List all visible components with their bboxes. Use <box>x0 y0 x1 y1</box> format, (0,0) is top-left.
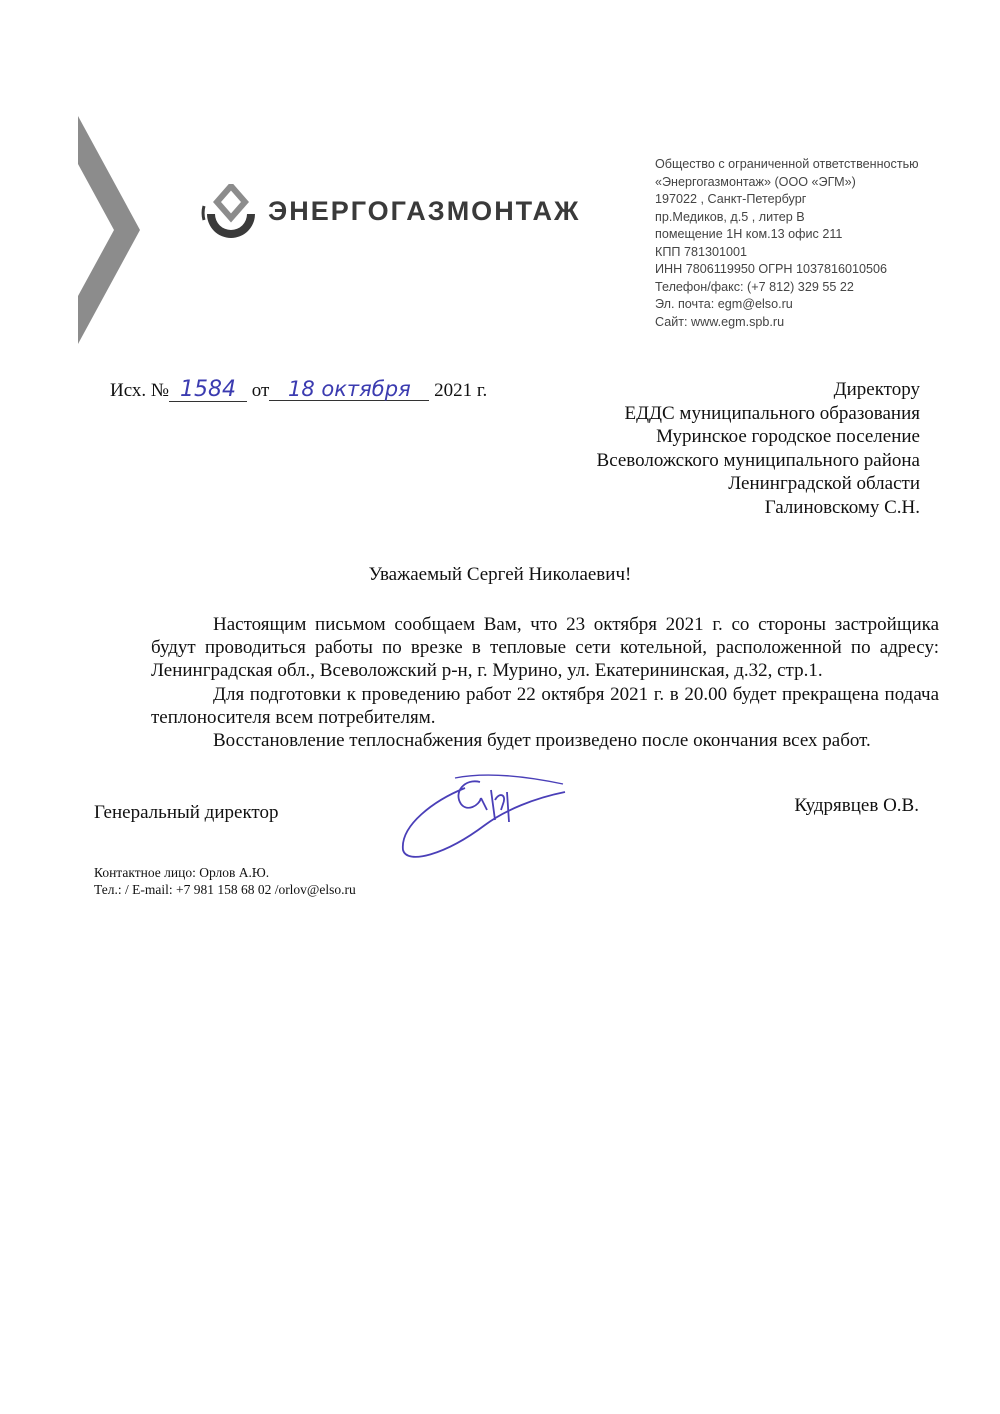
addressee-line: Ленинградской области <box>728 473 920 494</box>
requisite-line: Сайт: www.egm.spb.ru <box>655 314 785 329</box>
contact-person: Контактное лицо: Орлов А.Ю. <box>94 865 270 880</box>
outgoing-reference <box>110 378 487 402</box>
requisite-line: помещение 1Н ком.13 офис 211 <box>655 227 843 241</box>
outgoing-from: от <box>251 380 270 401</box>
requisite-line: пр.Медиков, д.5 , литер В <box>655 209 805 224</box>
letter-body <box>151 613 939 752</box>
greeting: Уважаемый Сергей Николаевич! <box>368 564 632 585</box>
company-logo-name: ЭНЕРГОГАЗМОНТАЖ <box>268 196 581 226</box>
requisite-line: Эл. почта: egm@elso.ru <box>655 297 793 311</box>
body-paragraph: Восстановление теплоснабжения будет произведено после окончания всех работ. <box>213 730 871 752</box>
outgoing-prefix: Исх. № <box>110 380 170 401</box>
requisite-line: Телефон/факс: (+7 812) 329 55 22 <box>655 279 854 294</box>
requisite-line: ИНН 7806119950 ОГРН 1037816010506 <box>655 262 888 276</box>
outgoing-number: 1584 <box>169 379 247 402</box>
requisite-line: 197022 , Санкт-Петербург <box>655 192 807 206</box>
outgoing-year: 2021 г. <box>434 380 488 401</box>
requisite-line: Общество с ограниченной ответственностью <box>655 157 919 171</box>
signatory-title: Генеральный директор <box>94 802 279 823</box>
addressee-block <box>597 378 920 519</box>
requisite-line: КПП 781301001 <box>655 244 747 259</box>
addressee-line: Всеволожского муниципального района <box>596 449 920 471</box>
addressee-line: Галиновскому С.Н. <box>764 496 920 518</box>
addressee-line: Директору <box>833 379 920 400</box>
contact-info <box>94 864 356 898</box>
handwritten-signature <box>395 770 570 865</box>
addressee-line: ЕДДС муниципального образования <box>624 402 920 424</box>
outgoing-date: 18 октября <box>269 378 429 401</box>
addressee-line: Муринское городское поселение <box>656 426 920 447</box>
signatory-name: Кудрявцев О.В. <box>794 795 919 816</box>
company-requisites <box>655 156 975 331</box>
contact-phone-email: Тел.: / E-mail: +7 981 158 68 02 /orlov@elso.ru <box>94 882 356 897</box>
body-paragraph: Для подготовки к проведению работ 22 октября 2021 г. в 20.00 будет прекращена подача теплоносителя всем потребителям. <box>151 683 939 728</box>
drop-diamond-logo-icon <box>201 184 261 246</box>
body-paragraph: Настоящим письмом сообщаем Вам, что 23 октября 2021 г. со стороны застройщика будут проводиться работы по врезке в тепловые сети котельной, расположенной по адресу: Ленинградская обл., Всеволожский р-н, г. Мурино, ул. Екатерининская, д.32, стр.1. <box>151 614 939 682</box>
requisite-line: «Энергогазмонтаж» (ООО «ЭГМ») <box>655 174 856 189</box>
chevron-logo-icon <box>78 116 140 344</box>
